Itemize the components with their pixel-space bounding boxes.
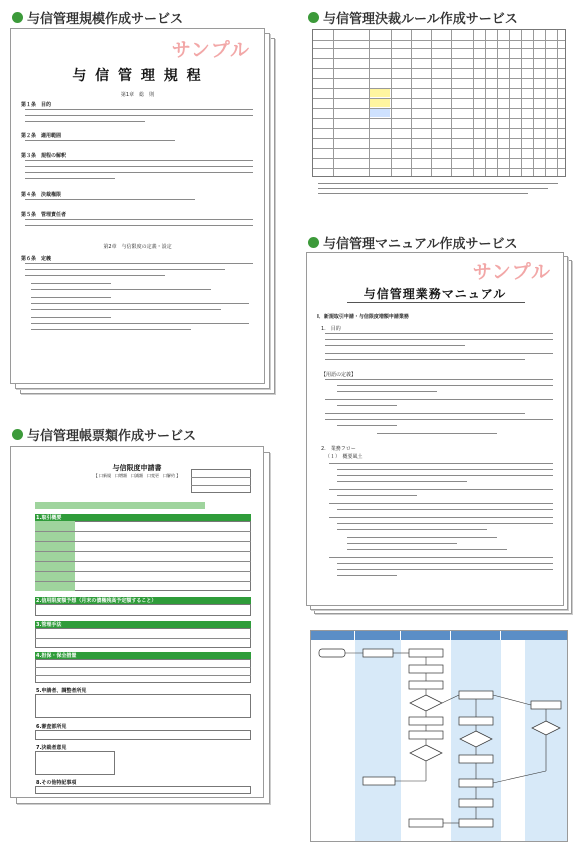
section-title-rules <box>12 8 183 27</box>
bullet-dot-icon <box>308 12 319 23</box>
form-section-7-box <box>35 751 115 775</box>
form-section-5-box <box>35 694 251 718</box>
form-section-4-box <box>35 659 251 683</box>
manual-definitions: 【用語の定義】 <box>321 372 357 378</box>
rules-article-6: 第６条 定義 <box>21 256 52 262</box>
rules-article-2: 第２条 適用範囲 <box>21 133 62 139</box>
form-section-4: 4.担保・保全措置 <box>36 653 77 659</box>
section-title-manual <box>308 233 517 252</box>
manual-section-1: Ⅰ．新規取引申請・与信限度増額申請業務 <box>317 314 409 320</box>
rules-article-4: 第４条 決裁権限 <box>21 192 62 198</box>
form-section-7: 7.決裁者意見 <box>36 745 67 751</box>
bullet-dot-icon <box>12 429 23 440</box>
section-title-decision-label: 与信管理決裁ルール作成サービス <box>323 12 518 27</box>
manual-sheet-front <box>306 252 564 606</box>
section-title-rules-label: 与信管理規模作成サービス <box>27 12 184 27</box>
decision-table <box>312 29 566 177</box>
form-section-2-box <box>35 604 251 616</box>
form-section-6-box <box>35 730 251 740</box>
rules-sheet-front <box>10 28 265 384</box>
form-section-5: 5.申請者、調整者所見 <box>36 688 87 694</box>
manual-subhead-purpose: 1. 目的 <box>321 326 341 332</box>
form-section-1: 1.取引概要 <box>36 515 62 521</box>
form-section-8-box <box>35 786 251 794</box>
rules-article-5: 第５条 管理責任者 <box>21 212 67 218</box>
form-section-3: 3.管理手法 <box>36 622 62 628</box>
rules-article-3: 第３条 規程の解釈 <box>21 153 67 159</box>
section-title-manual-label: 与信管理マニュアル作成サービス <box>323 237 518 252</box>
section-title-forms <box>12 425 196 444</box>
form-title: 与信限度申請書 <box>112 464 162 472</box>
rules-document-stack <box>10 28 275 394</box>
section-title-decision <box>308 8 518 27</box>
form-section-2: 2.信用限度額予想（月末の債権残高予定額すること） <box>36 598 157 604</box>
manual-doc-title: 与信管理業務マニュアル <box>363 287 507 301</box>
bullet-dot-icon <box>308 237 319 248</box>
rules-watermark: サンプル <box>171 39 250 61</box>
form-options: 【 口新規 口増額 口減額 口変更 口解約 】 <box>93 473 181 478</box>
rules-article-1: 第１条 目的 <box>21 102 52 108</box>
form-document-stack <box>10 446 272 804</box>
manual-flow-sub: （１） 概要風土 <box>325 454 363 460</box>
manual-flow-heading: 2. 業務フロー <box>321 446 356 452</box>
rules-chapter-1: 第1章 総 則 <box>120 92 155 98</box>
section-title-forms-label: 与信管理帳票類作成サービス <box>27 429 197 444</box>
manual-watermark: サンプル <box>472 261 551 283</box>
flowchart-shapes <box>311 631 568 842</box>
rules-doc-title: 与 信 管 理 規 程 <box>72 68 203 84</box>
decision-document <box>308 27 570 199</box>
form-section-8: 8.その他特記事項 <box>36 780 77 786</box>
manual-document-stack <box>306 252 572 614</box>
form-section-6: 6.審査部所見 <box>36 724 67 730</box>
bullet-dot-icon <box>12 12 23 23</box>
form-sheet-front <box>10 446 264 798</box>
rules-chapter-2: 第2章 与信限度の定義・設定 <box>103 244 172 250</box>
flowchart-diagram <box>310 630 568 842</box>
